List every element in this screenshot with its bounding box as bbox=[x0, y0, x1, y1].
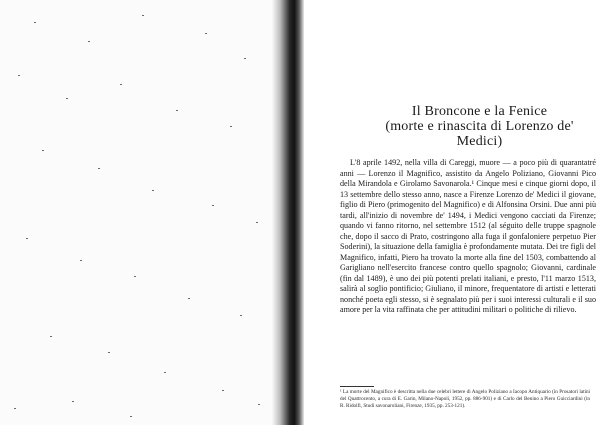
speck bbox=[120, 84, 122, 85]
speck bbox=[240, 315, 242, 316]
book-gutter bbox=[272, 0, 304, 425]
speck bbox=[230, 126, 232, 127]
chapter-title-main: Il Broncone e la Fenice bbox=[411, 104, 548, 119]
speck bbox=[152, 190, 154, 191]
right-page bbox=[304, 0, 600, 425]
speck bbox=[66, 98, 68, 99]
speck bbox=[134, 276, 136, 277]
speck bbox=[98, 168, 100, 169]
speck bbox=[50, 336, 52, 337]
speck bbox=[256, 222, 258, 223]
speck bbox=[212, 205, 214, 206]
speck bbox=[18, 75, 20, 76]
speck bbox=[88, 41, 90, 42]
footnote-rule bbox=[340, 386, 374, 387]
speck bbox=[108, 352, 110, 353]
speck bbox=[222, 390, 224, 391]
speck bbox=[26, 238, 28, 239]
speck bbox=[14, 408, 16, 409]
speck bbox=[34, 22, 36, 23]
speck bbox=[80, 260, 82, 261]
speck bbox=[258, 404, 260, 405]
speck bbox=[244, 58, 246, 59]
speck bbox=[205, 33, 207, 34]
speck bbox=[42, 150, 44, 151]
left-page bbox=[0, 0, 272, 425]
speck bbox=[130, 416, 132, 417]
speck bbox=[142, 15, 144, 16]
footnote: ¹ La morte del Magnifico è descritta nella due celebri lettere di Angelo Poliziano a Iacopo Antiquario (in Prosatori latini del Quattrocento, a cura di E. Garin, Milano-Napoli, 1952, pp. 886-901) e di Carlo del Benino a Piero Guicciardini (in R. Ridolfi, Studi savonaroliani, Firenze, 1935, pp. 253-121). bbox=[340, 389, 590, 409]
speck bbox=[188, 298, 190, 299]
body-text bbox=[340, 158, 596, 316]
chapter-subtitle: (morte e rinascita di Lorenzo de' Medici) bbox=[385, 119, 574, 149]
speck bbox=[176, 110, 178, 111]
speck bbox=[164, 372, 166, 373]
speck bbox=[72, 401, 74, 402]
body-paragraph: L'8 aprile 1492, nella villa di Careggi, muore — a poco più di quarantatré anni — Lorenzo il Magnifico, assistito da Angelo Poliziano, Giovanni Pico della Mirandola e Girolamo Savonarola.¹ Cinque mesi e cinque giorni dopo, il 13 settembre dello stesso anno, nasce a Firenze Lorenzo de' Medici il giovane, figlio di Piero (primogenito del Magnifico) e di Alfonsina Orsini. Due anni più tardi, all'inizio di novembre de' 1494, i Medici vengono cacciati da Firenze; quando vi fanno ritorno, nel settembre 1512 (al séguito delle truppe spagnole che, dopo il sacco di Prato, costringono alla fuga il gonfaloniere perpetuo Pier Soderini), la situazione della famiglia è profondamente mutata. Dei tre figli del Magnifico, infatti, Piero ha trovato la morte alla fine del 1503, combattendo al Garigliano nell'esercito francese contro quello spagnolo; Giovanni, cardinale (fin dal 1489), è uno dei più potenti prelati italiani, e presto, l'11 marzo 1513, salirà al soglio pontificio; Giuliano, il minore, frequentatore di artisti e letterati nonché poeta egli stesso, si è segnalato più per i suoi interessi culturali e il suo amore per la vita raffinata che per attitudini militari o politiche di rilievo. bbox=[340, 158, 596, 314]
chapter-title bbox=[372, 104, 587, 149]
